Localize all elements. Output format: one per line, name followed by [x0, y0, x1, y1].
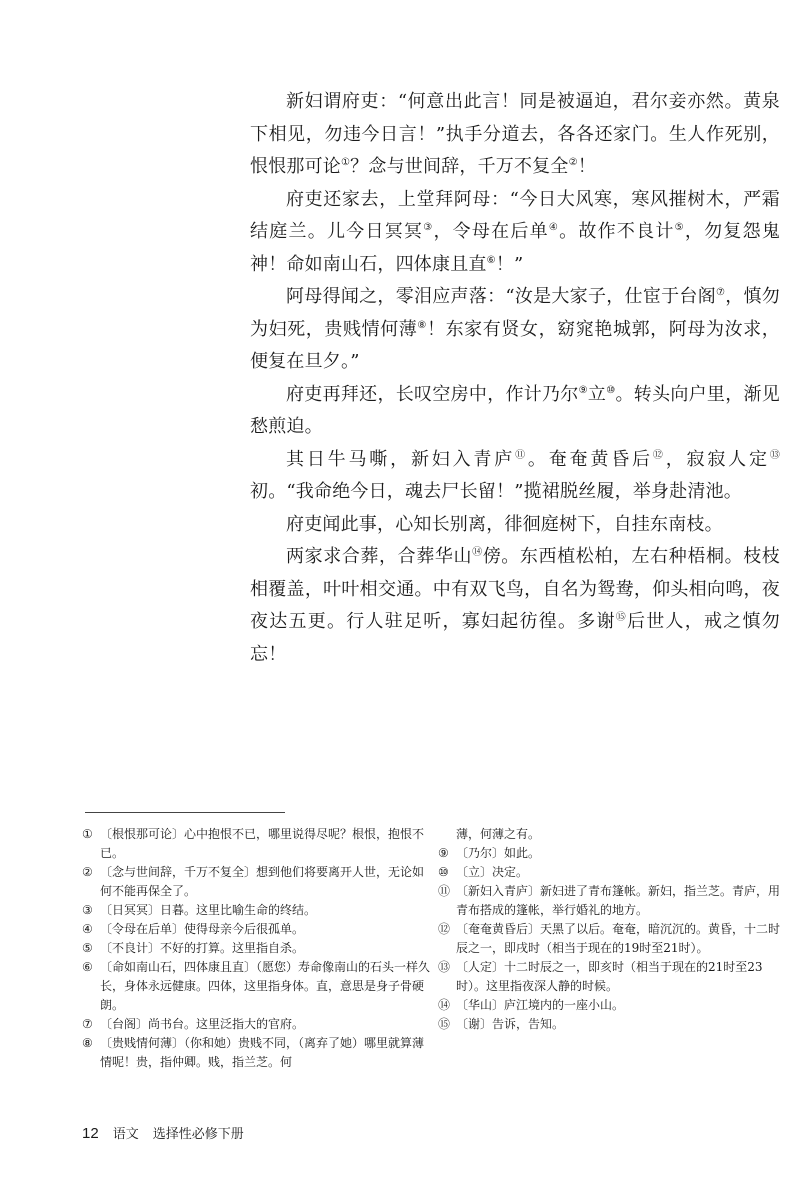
footnote-number: ⑭	[438, 998, 451, 1012]
footnote-ref: ⑮	[615, 612, 628, 623]
text-run: 。转头向户里，渐见愁煎迫。	[250, 383, 781, 437]
footnote	[82, 863, 432, 901]
text-run: 。奄奄黄昏后	[527, 448, 653, 470]
footnote-ref: ⑦	[715, 287, 726, 298]
footnote-ref: ⑧	[417, 319, 427, 331]
footnote-ref: ③	[423, 222, 434, 233]
footnote	[438, 920, 788, 958]
footnotes-right	[438, 825, 788, 1034]
footnote	[82, 920, 432, 939]
text-run: ？念与世间辞，千万不复全	[350, 156, 569, 177]
text-run: ！”	[495, 253, 524, 275]
footnote-text: 薄，何薄之有。	[456, 827, 541, 841]
text-run: ，令母在后单	[433, 221, 549, 242]
footnote-ref: ①	[341, 157, 351, 168]
text-run: 两家求合葬，合葬华山	[286, 546, 473, 567]
footnote-ref: ⑭	[472, 547, 483, 558]
footnote	[438, 882, 788, 920]
paragraph	[250, 379, 780, 444]
footnote-ref: ⑥	[486, 254, 496, 266]
footnote-ref: ⑪	[515, 449, 528, 461]
footnote-number: ⑪	[438, 884, 451, 898]
paragraph	[250, 444, 780, 509]
footnote-number: ⑤	[82, 941, 93, 955]
text-run: ，勿复怨鬼神！命如南山石，四体康且直	[250, 221, 781, 275]
footnote-number: ③	[82, 903, 93, 917]
footnote-number: ②	[82, 865, 93, 879]
footnote-number: ④	[82, 922, 93, 936]
footnote-text: 〔谢〕告诉，告知。	[456, 1017, 565, 1031]
footnote-text: 〔立〕决定。	[456, 865, 529, 879]
footnote-ref: ⑫	[652, 449, 666, 461]
footnote-number: ⑬	[438, 960, 451, 974]
footnote	[438, 825, 788, 844]
text-run: 府吏还家去，上堂拜阿母：“今日大风寒，寒风摧树木，严霜结庭兰。儿今日冥冥	[250, 188, 780, 242]
text-run: ！	[577, 156, 596, 177]
footnote-divider	[85, 812, 285, 813]
footnote	[82, 1034, 432, 1072]
footnote	[82, 939, 432, 958]
footnote-text: 〔不良计〕不好的打算。这里指自杀。	[100, 941, 305, 955]
footnote	[438, 1015, 788, 1034]
subject-label: 语文	[112, 1127, 139, 1142]
paragraph	[250, 509, 780, 542]
footnote-text: 〔华山〕庐江境内的一座小山。	[456, 998, 625, 1012]
footnote-number: ⑮	[438, 1017, 451, 1031]
footnotes-left	[82, 825, 432, 1072]
footnote	[438, 996, 788, 1015]
footnote-ref: ④	[548, 222, 560, 233]
text-run: ！东家有贤女，窈窕艳城郭，阿母为汝求，便复在旦夕。”	[250, 318, 780, 372]
paragraph	[250, 86, 780, 184]
text-run: 府吏闻此事，心知长别离，徘徊庭树下，自挂东南枝。	[286, 513, 723, 535]
paragraph	[250, 281, 780, 379]
text-run: 后世人，戒之慎勿忘！	[250, 611, 780, 665]
page-footer	[82, 1123, 244, 1142]
text-run: 初。“我命绝今日，魂去尸长留！”揽裙脱丝履，举身赴清池。	[250, 481, 743, 502]
footnote-number: ⑨	[438, 846, 449, 860]
footnote-number: ⑧	[82, 1036, 93, 1050]
page-number: 12	[82, 1125, 99, 1142]
footnote	[82, 825, 432, 863]
footnote-number: ①	[82, 827, 93, 841]
footnote-text: 〔台阁〕尚书台。这里泛指大的官府。	[100, 1017, 305, 1031]
footnote-text: 〔乃尔〕如此。	[456, 846, 541, 860]
paragraph	[250, 184, 780, 282]
footnote-text: 〔人定〕十二时辰之一，即亥时（相当于现在的21时至23时）。这里指夜深人静的时候。	[456, 960, 763, 993]
footnote-text: 〔命如南山石，四体康且直〕（愿您）寿命像南山的石头一样久长，身体永远健康。四体，这里指身体。直，意思是身子骨硬朗。	[100, 960, 431, 1012]
footnote-ref: ②	[568, 157, 578, 168]
main-text	[250, 86, 780, 671]
text-run: ，慎勿为妇死，贵贱情何薄	[250, 286, 780, 340]
text-run: 阿母得闻之，零泪应声落：“汝是大家子，仕宦于台阁	[286, 286, 716, 307]
footnote-text: 〔根恨那可论〕心中抱恨不已，哪里说得尽呢？根恨，抱恨不已。	[100, 827, 425, 860]
footnote-ref: ⑨	[578, 384, 588, 396]
footnote-ref: ⑤	[674, 222, 685, 233]
text-run: 傍。东西植松柏，左右种梧桐。枝枝相覆盖，叶叶相交通。中有双飞鸟，自名为鸳鸯，仰头相向鸣，夜夜达五更。行人驻足听，寡妇起彷徨。多谢	[250, 546, 780, 632]
footnote-text: 〔新妇入青庐〕新妇进了青布篷帐。新妇，指兰芝。青庐，用青布搭成的篷帐，举行婚礼的地方。	[456, 884, 781, 917]
footnote-text: 〔令母在后单〕使得母亲今后很孤单。	[100, 922, 305, 936]
text-run: 立	[587, 383, 607, 405]
footnote	[82, 1015, 432, 1034]
paragraph	[250, 541, 780, 671]
footnote-text: 〔日冥冥〕日暮。这里比喻生命的终结。	[100, 903, 317, 917]
footnote	[438, 958, 788, 996]
footnote-number: ⑦	[82, 1017, 93, 1031]
footnote	[438, 844, 788, 863]
footnote-number: ⑩	[438, 865, 449, 879]
text-run: 其日牛马嘶，新妇入青庐	[286, 448, 516, 470]
footnote-ref: ⑩	[606, 384, 616, 396]
footnote-text: 〔念与世间辞，千万不复全〕想到他们将要离开人世，无论如何不能再保全了。	[100, 865, 425, 898]
footnote-number: ⑥	[82, 960, 93, 974]
footnote-ref: ⑬	[769, 449, 781, 461]
text-run: ，寂寂人定	[665, 448, 770, 470]
footnote-text: 〔奄奄黄昏后〕天黑了以后。奄奄，暗沉沉的。黄昏，十二时辰之一，即戌时（相当于现在的19时至21时）。	[456, 922, 781, 955]
footnote	[82, 901, 432, 920]
footnote-text: 〔贵贱情何薄〕（你和她）贵贱不同，（离弃了她）哪里就算薄情呢！贵，指仲卿。贱，指兰芝。何	[100, 1036, 425, 1069]
text-run: 。故作不良计	[559, 221, 675, 242]
footnote	[82, 958, 432, 1015]
book-title: 选择性必修下册	[152, 1127, 244, 1142]
text-run: 府吏再拜还，长叹空房中，作计乃尔	[286, 383, 579, 405]
text-run: 新妇谓府吏：“何意出此言！同是被逼迫，君尔妾亦然。黄泉下相见，勿违今日言！”执手分道去，各各还家门。生人作死别，恨恨那可论	[250, 91, 780, 177]
footnote	[438, 863, 788, 882]
footnote-number: ⑫	[438, 922, 451, 936]
